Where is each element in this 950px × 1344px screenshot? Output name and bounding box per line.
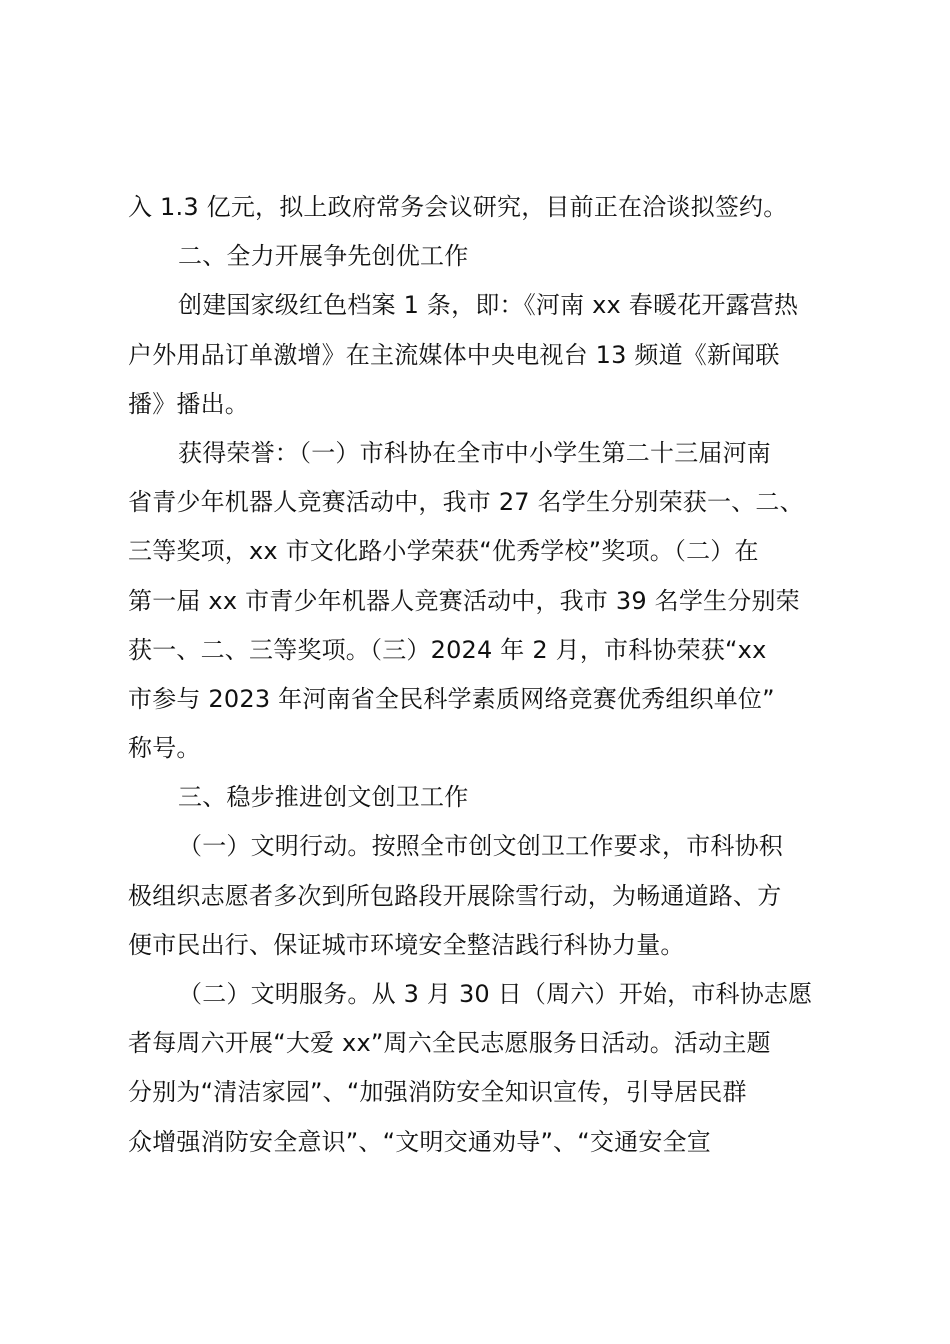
body-text-line: 众增强消防安全意识”、“文明交通劝导”、“交通安全宣 (128, 1127, 711, 1156)
body-text-line: 市参与 2023 年河南省全民科学素质网络竞赛优秀组织单位” (128, 684, 775, 713)
paragraph-start-line: （二）文明服务。从 3 月 30 日（周六）开始，市科协志愿 (178, 980, 813, 1008)
body-text-line: 播》播出。 (128, 389, 249, 418)
body-text-line: 省青少年机器人竞赛活动中，我市 27 名学生分别荣获一、二、 (128, 488, 804, 517)
section-heading: 三、稳步推进创文创卫工作 (178, 783, 469, 812)
body-text-line: 户外用品订单激增》在主流媒体中央电视台 13 频道《新闻联 (128, 340, 780, 369)
body-text-line: 便市民出行、保证城市环境安全整洁践行科协力量。 (128, 930, 685, 959)
section-heading: 二、全力开展争先创优工作 (178, 242, 469, 271)
body-text-line: 极组织志愿者多次到所包路段开展除雪行动，为畅通道路、方 (128, 881, 782, 910)
body-text-line: 分别为“清洁家园”、“加强消防安全知识宣传，引导居民群 (128, 1078, 747, 1107)
body-text-line: 三等奖项，xx 市文化路小学荣获“优秀学校”奖项。（二）在 (128, 537, 759, 566)
body-text-line: 第一届 xx 市青少年机器人竞赛活动中，我市 39 名学生分别荣 (128, 586, 800, 615)
paragraph-start-line: 创建国家级红色档案 1 条，即：《河南 xx 春暖花开露营热 (178, 291, 799, 320)
body-text-line: 获一、二、三等奖项。（三）2024 年 2 月，市科协荣获“xx (128, 635, 767, 664)
body-text-line: 称号。 (128, 734, 201, 763)
paragraph-start-line: 获得荣誉：（一）市科协在全市中小学生第二十三届河南 (178, 438, 771, 467)
body-text-line: 者每周六开展“大爱 xx”周六全民志愿服务日活动。活动主题 (128, 1029, 771, 1058)
paragraph-start-line: （一）文明行动。按照全市创文创卫工作要求，市科协积 (178, 832, 783, 861)
document-body (128, 183, 848, 1167)
body-text-line: 入 1.3 亿元，拟上政府常务会议研究，目前正在洽谈拟签约。 (128, 193, 788, 221)
